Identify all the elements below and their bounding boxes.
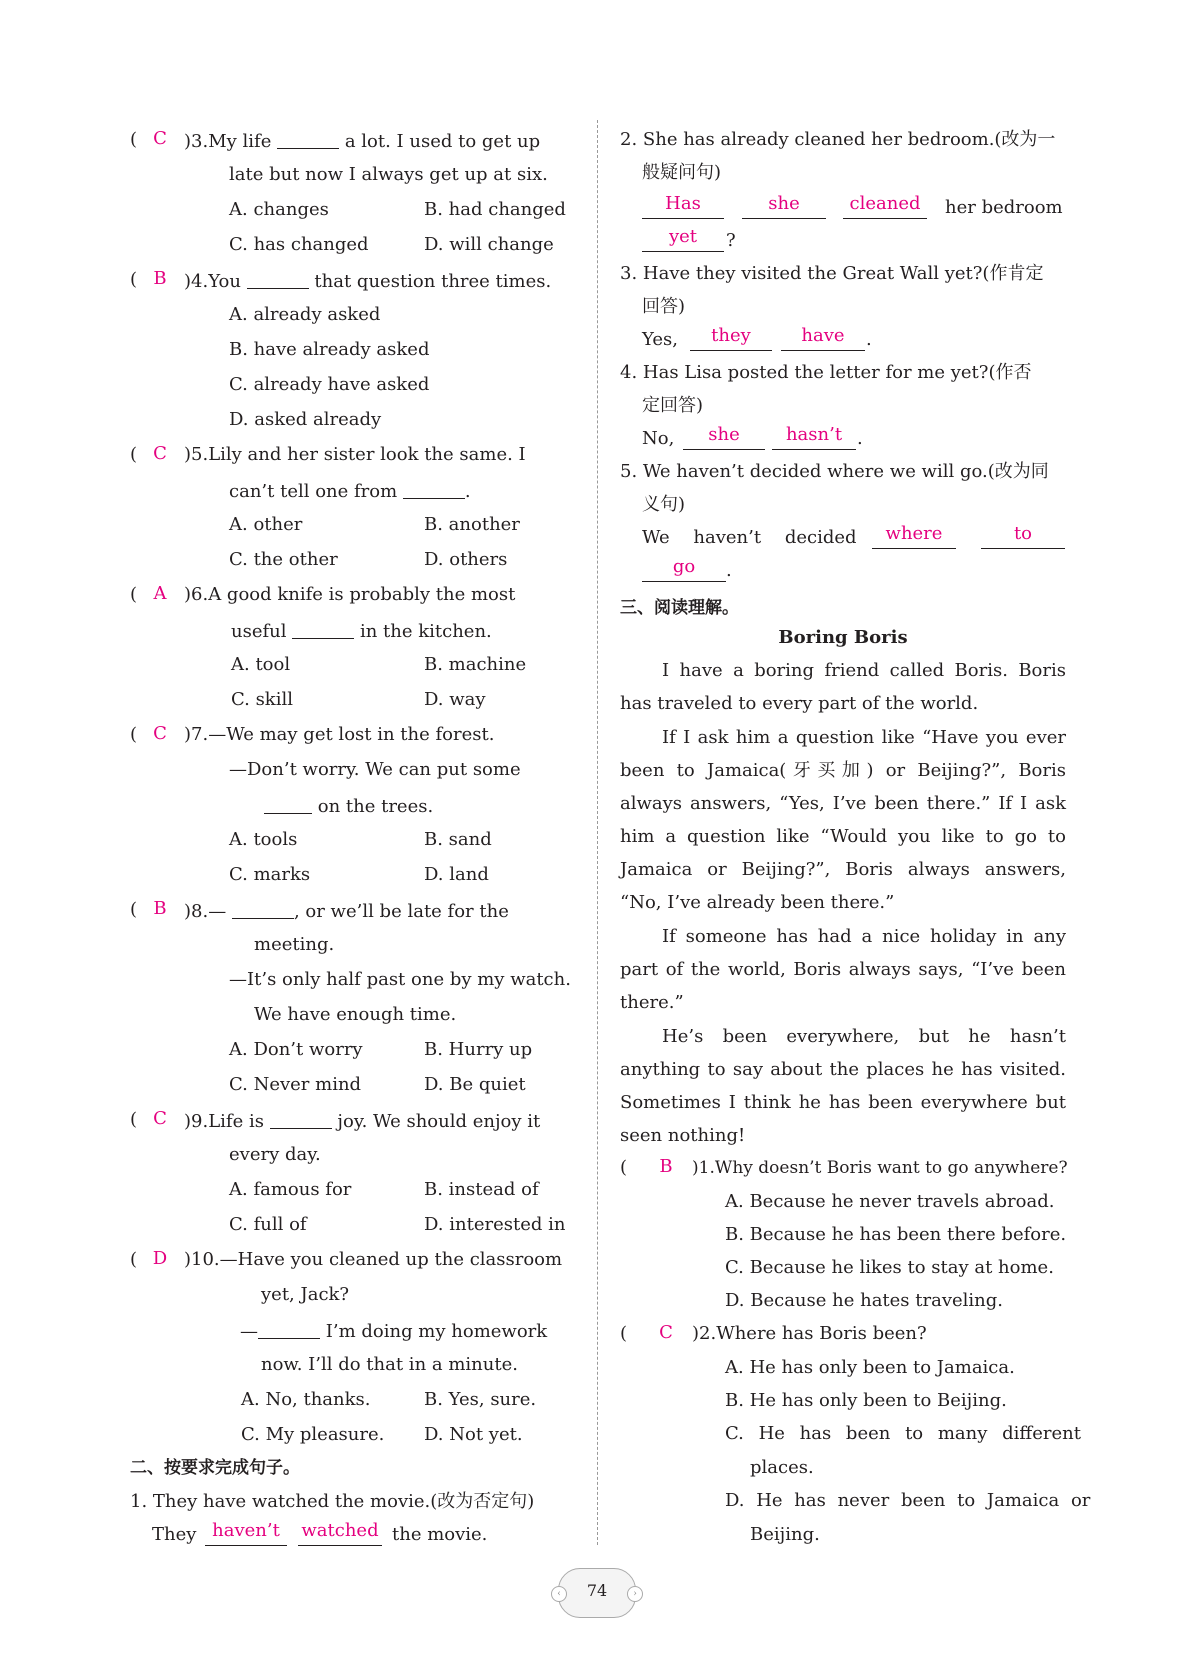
option-d: D. interested in — [424, 1214, 566, 1235]
answer-fill: to — [981, 520, 1065, 549]
answer-fill: haven’t — [205, 1517, 287, 1546]
option-a: A. famous for — [229, 1179, 352, 1200]
answer-mark: C — [153, 1108, 167, 1129]
answer-fill: where — [872, 520, 956, 549]
answer-mark: C — [153, 723, 167, 744]
answer-fill: cleaned — [843, 190, 927, 219]
option-c: C. already have asked — [229, 374, 430, 395]
option-b: B. had changed — [424, 199, 566, 220]
option-d: D. will change — [424, 234, 554, 255]
passage-paragraph: If I ask him a question like “Have you ever been to Jamaica(牙买加) or Beijing?”, Boris always answers, “Yes, I’ve been there.” If I ask him a question like “Would you like to go to Jamaica or Beijing?”, Boris always answers, “No, I’ve already been there.” — [620, 727, 1066, 913]
blank — [232, 898, 294, 919]
option-d: D. Be quiet — [424, 1074, 526, 1095]
answer-mark: C — [153, 443, 167, 464]
blank — [277, 128, 339, 149]
answer-mark: D — [152, 1248, 168, 1269]
answer-mark: A — [153, 583, 167, 604]
option-a: A. Don’t worry — [229, 1039, 363, 1060]
option-c: C. the other — [229, 549, 338, 570]
option-c: C. Because he likes to stay at home. — [725, 1257, 1054, 1278]
answer-fill: watched — [298, 1517, 382, 1546]
blank — [258, 1318, 320, 1339]
page-number-badge — [558, 1568, 636, 1618]
option-d: D. way — [424, 689, 486, 710]
option-b: B. another — [424, 514, 520, 535]
option-c: C. My pleasure. — [241, 1424, 385, 1445]
option-a: A. He has only been to Jamaica. — [725, 1357, 1015, 1378]
option-b: B. Yes, sure. — [424, 1389, 537, 1410]
answer-mark: C — [153, 128, 167, 149]
answer-fill: she — [742, 190, 826, 219]
passage-title: Boring Boris — [778, 627, 908, 648]
option-d: D. asked already — [229, 409, 382, 430]
option-d: D. others — [424, 549, 508, 570]
option-a: A. tool — [231, 654, 291, 675]
option-c: C. skill — [231, 689, 293, 710]
option-b: B. Because he has been there before. — [725, 1224, 1067, 1245]
answer-mark: C — [659, 1322, 673, 1343]
chevron-right-icon: › — [627, 1586, 643, 1602]
option-b: B. have already asked — [229, 339, 430, 360]
option-b: B. instead of — [424, 1179, 539, 1200]
blank — [292, 618, 354, 639]
passage-paragraph: If someone has had a nice holiday in any part of the world, Boris always says, “I’ve been there.” — [620, 926, 1066, 1013]
option-d: D. land — [424, 864, 489, 885]
option-a: A. other — [229, 514, 303, 535]
option-b: B. machine — [424, 654, 527, 675]
answer-fill: hasn’t — [772, 421, 856, 450]
answer-fill: Has — [642, 190, 724, 219]
column-divider — [597, 120, 598, 1545]
option-c: C. has changed — [229, 234, 369, 255]
option-b: B. He has only been to Beijing. — [725, 1390, 1007, 1411]
section-2-heading: 二、按要求完成句子。 — [130, 1458, 300, 1478]
answer-fill: go — [642, 553, 726, 582]
passage-paragraph: He’s been everywhere, but he hasn’t anything to say about the places he has visited. Sometimes I think he has been everywhere but seen nothing! — [620, 1026, 1066, 1146]
option-d: D. Because he hates traveling. — [725, 1290, 1004, 1311]
option-c: C. He has been to many different — [725, 1423, 1081, 1444]
answer-fill: have — [781, 322, 865, 351]
answer-mark: B — [153, 898, 167, 919]
option-d: D. Not yet. — [424, 1424, 523, 1445]
answer-mark: B — [659, 1156, 673, 1177]
passage-paragraph: I have a boring friend called Boris. Boris has traveled to every part of the world. — [620, 660, 1066, 714]
option-a: A. tools — [229, 829, 298, 850]
option-a: A. already asked — [229, 304, 381, 325]
option-c: C. Never mind — [229, 1074, 362, 1095]
section-3-heading: 三、阅读理解。 — [620, 598, 739, 618]
blank — [264, 793, 312, 814]
option-b: B. Hurry up — [424, 1039, 533, 1060]
option-a: A. changes — [229, 199, 329, 220]
answer-mark: B — [153, 268, 167, 289]
option-a: A. Because he never travels abroad. — [725, 1191, 1055, 1212]
option-a: A. No, thanks. — [241, 1389, 371, 1410]
blank — [247, 268, 309, 289]
chevron-left-icon: ‹ — [551, 1586, 567, 1602]
answer-fill: yet — [642, 223, 724, 252]
answer-fill: she — [683, 421, 765, 450]
blank — [403, 478, 465, 499]
blank — [270, 1108, 332, 1129]
page-number: 74 — [586, 1581, 608, 1600]
option-c: C. full of — [229, 1214, 307, 1235]
option-b: B. sand — [424, 829, 492, 850]
option-d: D. He has never been to Jamaica or — [725, 1490, 1091, 1511]
answer-fill: they — [690, 322, 772, 351]
option-c: C. marks — [229, 864, 311, 885]
